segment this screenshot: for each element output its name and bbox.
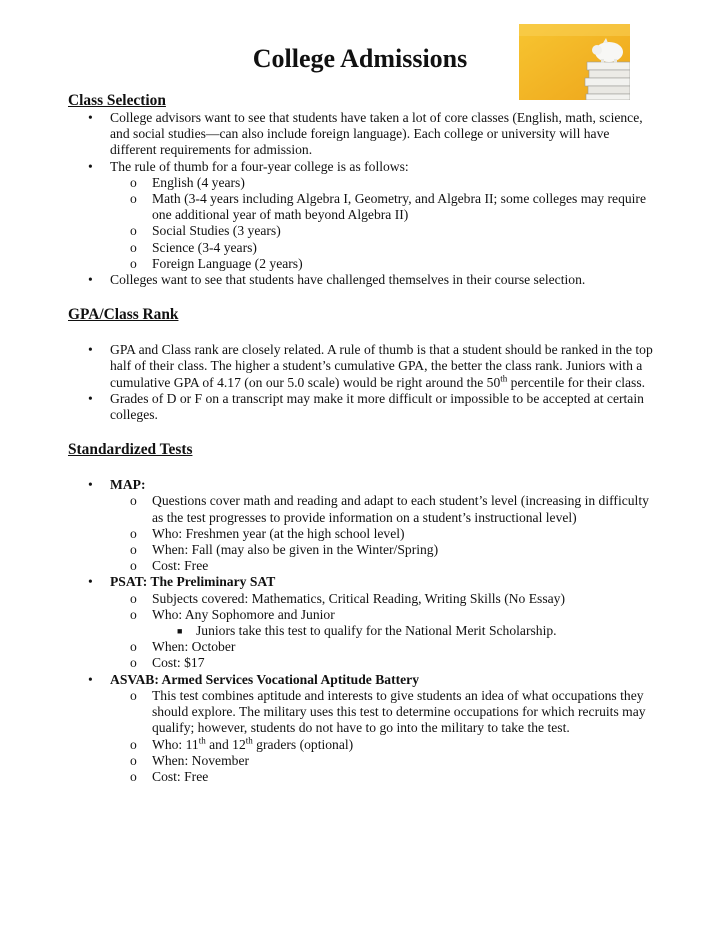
- sub-list-item: [68, 175, 658, 191]
- square-marker: ■: [177, 626, 183, 637]
- circle-marker: o: [130, 752, 137, 768]
- spacer: [68, 288, 658, 306]
- circle-marker: o: [130, 525, 137, 541]
- heading-standardized-tests: Standardized Tests: [68, 441, 193, 459]
- superscript: th: [198, 734, 206, 745]
- list-item-text: When: October: [152, 639, 236, 655]
- list-item-asvab: [68, 672, 658, 688]
- test-label: ASVAB: Armed Services Vocational Aptitude Battery: [110, 671, 419, 687]
- bullet-marker: •: [88, 574, 93, 590]
- list-item-psat: [68, 574, 658, 590]
- list-item-text: Grades of D or F on a transcript may make it more difficult or impossible to be accepted at certain colleges.: [110, 390, 644, 423]
- list-item-map: [68, 477, 658, 493]
- sub-list-item: [68, 558, 658, 574]
- circle-marker: o: [130, 606, 137, 622]
- tests-list: [68, 477, 658, 785]
- sub-list-item: [68, 526, 658, 542]
- list-item-text: Who: Freshmen year (at the high school level): [152, 525, 405, 541]
- list-item-text: Math (3-4 years including Algebra I, Geometry, and Algebra II; some colleges may require one additional year of math beyond Algebra II): [152, 191, 646, 223]
- circle-marker: o: [130, 174, 137, 190]
- list-item: [68, 272, 658, 288]
- sub-list-item: [68, 734, 658, 753]
- sub-list-item: [68, 256, 658, 272]
- sub-list-item: [68, 655, 658, 671]
- list-item-text: and 12: [205, 736, 246, 752]
- circle-marker: o: [130, 542, 137, 558]
- sub-list-item: [68, 240, 658, 256]
- circle-marker: o: [130, 736, 137, 752]
- spacer: [68, 324, 658, 342]
- gpa-list: [68, 342, 658, 423]
- list-item-text: Cost: $17: [152, 655, 205, 671]
- sub-list-item: [68, 191, 658, 223]
- sub-list-item: [68, 607, 658, 623]
- list-item-text: Who: Any Sophomore and Junior: [152, 606, 335, 622]
- circle-marker: o: [130, 223, 137, 239]
- list-item: [68, 342, 658, 391]
- circle-marker: o: [130, 639, 137, 655]
- list-item-text: College advisors want to see that students have taken a lot of core classes (English, math, science, and social studies—can also include foreign language). Each college or university will have different requirements for admission.: [110, 110, 643, 158]
- page-title: College Admissions: [252, 44, 468, 73]
- heading-class-selection: Class Selection: [68, 92, 166, 109]
- bullet-marker: •: [88, 342, 93, 358]
- bullet-marker: •: [88, 477, 93, 493]
- list-item-text: Juniors take this test to qualify for the National Merit Scholarship.: [196, 623, 557, 639]
- list-item-text: Science (3-4 years): [152, 239, 257, 255]
- sub-list-item: [68, 639, 658, 655]
- circle-marker: o: [130, 768, 137, 784]
- circle-marker: o: [130, 687, 137, 703]
- piggy-bank-books-image: [519, 24, 630, 100]
- list-item-text: This test combines aptitude and interests to give students an idea of what occupations they should explore. The military uses this test to determine occupations for which recruits may qualify; however, students do not have to go into the military to take the test.: [152, 687, 646, 736]
- class-selection-list: [68, 110, 658, 288]
- list-item-text: Subjects covered: Mathematics, Critical Reading, Writing Skills (No Essay): [152, 590, 565, 606]
- list-item-text: percentile for their class.: [507, 374, 646, 390]
- circle-marker: o: [130, 655, 137, 671]
- list-item: [68, 110, 658, 159]
- list-item-text: Cost: Free: [152, 558, 209, 574]
- circle-marker: o: [130, 590, 137, 606]
- sub-list-item: [68, 591, 658, 607]
- list-item-text: Cost: Free: [152, 768, 209, 784]
- bullet-marker: •: [88, 158, 93, 174]
- list-item-text: Social Studies (3 years): [152, 223, 281, 239]
- sub-list-item: [68, 688, 658, 737]
- list-item-text: English (4 years): [152, 174, 245, 190]
- circle-marker: o: [130, 558, 137, 574]
- spacer: [68, 423, 658, 441]
- circle-marker: o: [130, 239, 137, 255]
- bullet-marker: •: [88, 390, 93, 406]
- circle-marker: o: [130, 191, 137, 207]
- bullet-marker: •: [88, 272, 93, 288]
- sub-list-item: [68, 493, 658, 525]
- list-item: [68, 391, 658, 423]
- list-item-text: Who: 11: [152, 736, 199, 752]
- sub-list-item: [68, 769, 658, 785]
- list-item-text: When: Fall (may also be given in the Winter/Spring): [152, 542, 439, 558]
- list-item-text: graders (optional): [252, 736, 354, 752]
- list-item-text: GPA and Class rank are closely related. A rule of thumb is that a student should be ranked in the top half of their class. The higher a student’s cumulative GPA, the better the class rank. Juniors with a cumulative GPA of 4.17 (on our 5.0 scale) would be right around the 50: [110, 342, 653, 390]
- circle-marker: o: [130, 493, 137, 509]
- sub-sub-list-item: [68, 623, 658, 639]
- list-item-text: Colleges want to see that students have challenged themselves in their course selection.: [110, 272, 586, 288]
- document-body: [68, 92, 658, 785]
- list-item-text: Foreign Language (2 years): [152, 255, 303, 271]
- sub-list-item: [68, 753, 658, 769]
- spacer: [68, 459, 658, 477]
- sub-list-item: [68, 542, 658, 558]
- superscript: th: [245, 734, 253, 745]
- test-label: PSAT: The Preliminary SAT: [110, 574, 276, 590]
- test-label: MAP:: [110, 477, 146, 493]
- list-item-text: When: November: [152, 752, 250, 768]
- heading-gpa-class-rank: GPA/Class Rank: [68, 306, 179, 324]
- superscript: th: [500, 373, 508, 384]
- bullet-marker: •: [88, 110, 93, 125]
- circle-marker: o: [130, 255, 137, 271]
- list-item-text: Questions cover math and reading and adapt to each student’s level (increasing in difficulty as the test progresses to provide information on a student’s instructional level): [152, 493, 649, 525]
- sub-list-item: [68, 223, 658, 239]
- list-item-text: The rule of thumb for a four-year college is as follows:: [110, 158, 409, 174]
- list-item: [68, 159, 658, 175]
- bullet-marker: •: [88, 671, 93, 687]
